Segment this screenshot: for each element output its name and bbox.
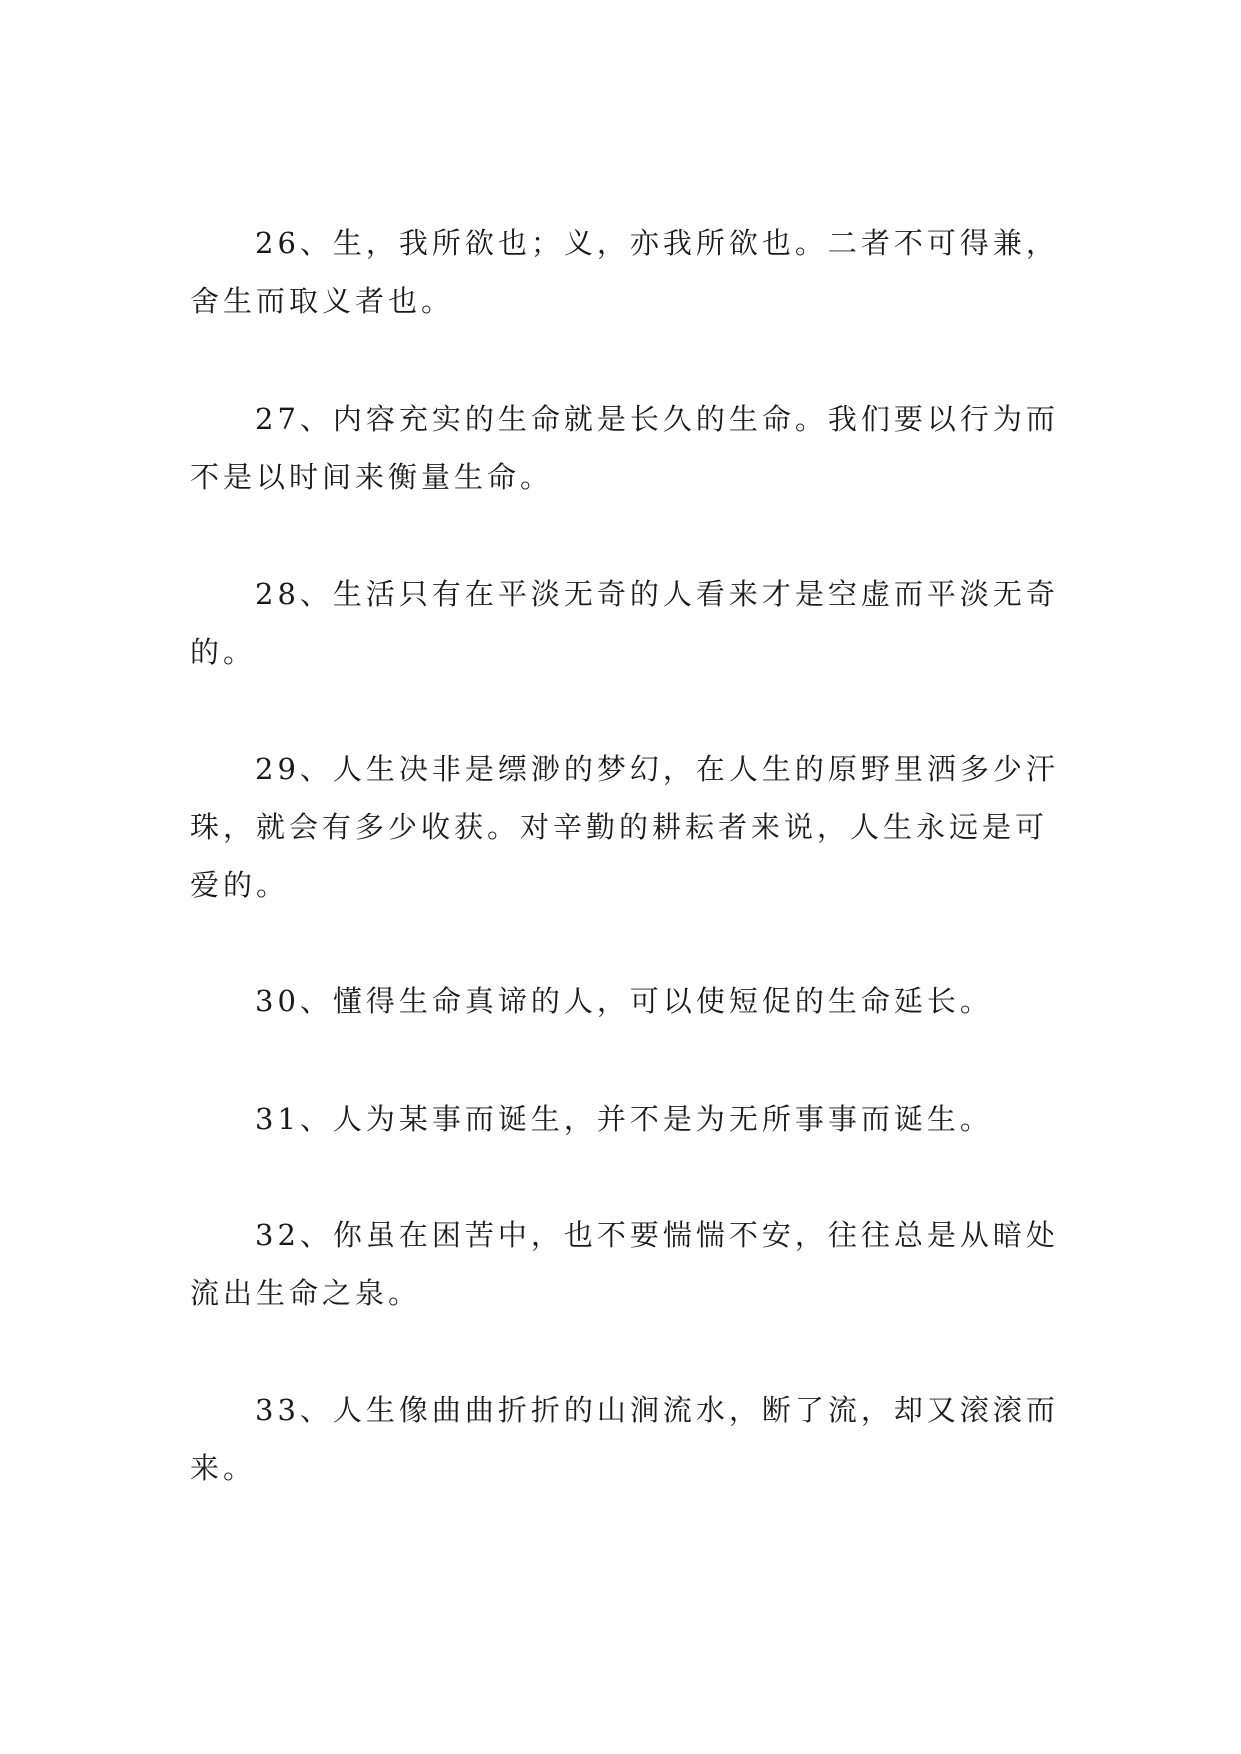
quote-paragraph-32: 32、你虽在困苦中，也不要惴惴不安，往往总是从暗处流出生命之泉。	[190, 1218, 1059, 1310]
quote-paragraph-33: 33、人生像曲曲折折的山涧流水，断了流，却又滚滚而来。	[190, 1393, 1059, 1485]
quote-paragraph-30: 30、懂得生命真谛的人，可以使短促的生命延长。	[255, 984, 993, 1018]
quote-paragraph-27: 27、内容充实的生命就是长久的生命。我们要以行为而不是以时间来衡量生命。	[190, 402, 1059, 494]
quote-paragraph-28: 28、生活只有在平淡无奇的人看来才是空虚而平淡无奇的。	[190, 577, 1059, 669]
quote-paragraph-26: 26、生，我所欲也；义，亦我所欲也。二者不可得兼，舍生而取义者也。	[190, 226, 1059, 318]
quote-paragraph-31: 31、人为某事而诞生，并不是为无所事事而诞生。	[255, 1102, 993, 1136]
quote-paragraph-29: 29、人生决非是缥渺的梦幻，在人生的原野里洒多少汗珠，就会有多少收获。对辛勤的耕耘者来说，人生永远是可爱的。	[190, 752, 1059, 902]
